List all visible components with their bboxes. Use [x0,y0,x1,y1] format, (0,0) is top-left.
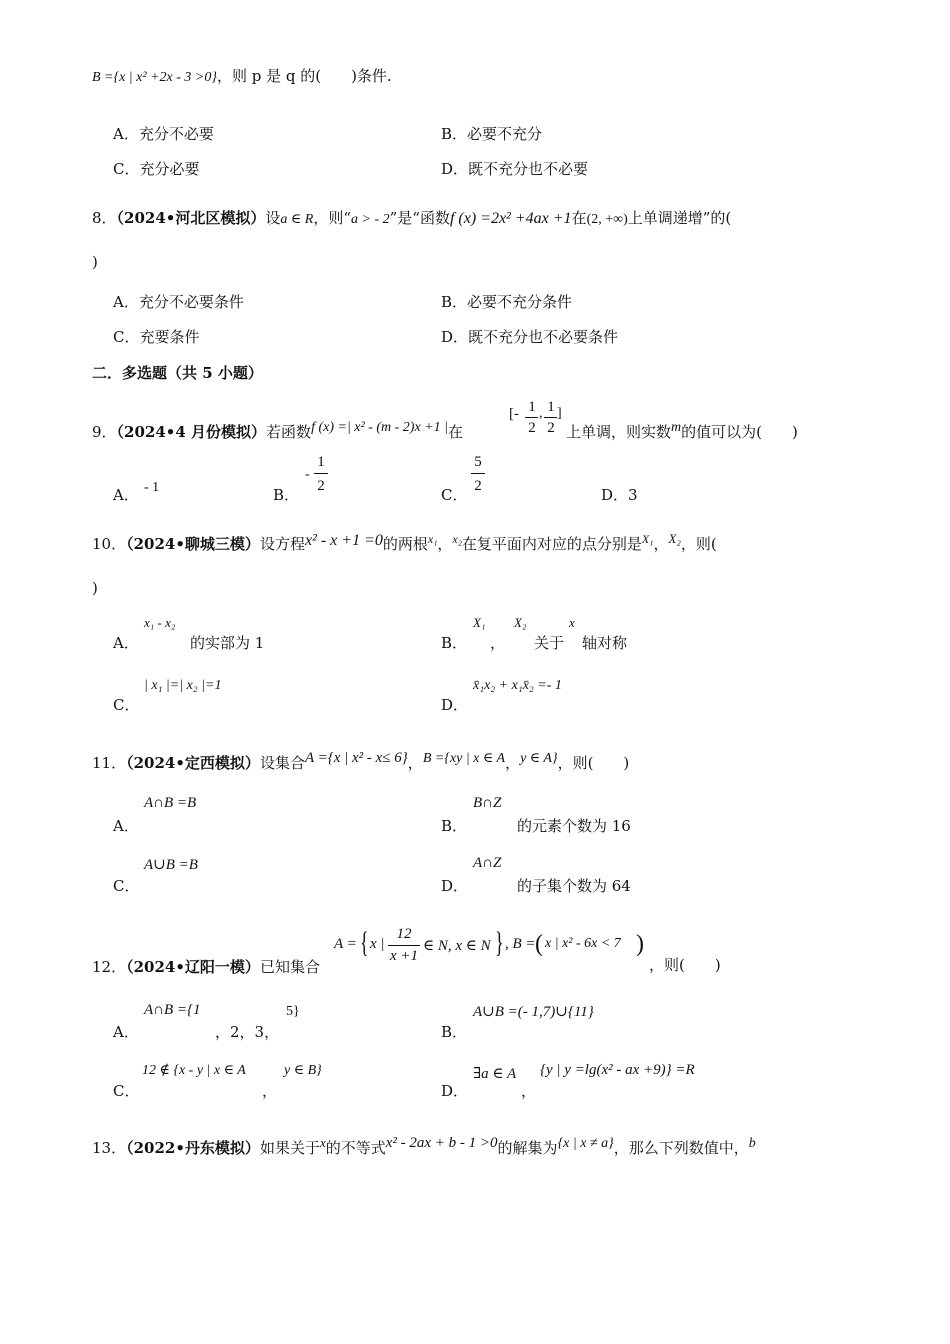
q11-option-b-label[interactable]: B． [441,817,468,835]
q9-option-a-value: - 1 [144,480,160,495]
q8-option-a[interactable]: A．充分不必要条件 [113,293,244,311]
q13-number: 13． [92,1139,127,1157]
q8-option-d[interactable]: D．既不充分也不必要条件 [441,328,619,346]
q11-number: 11． [92,754,127,772]
q10-option-b-text: 轴对称 [582,634,628,652]
q7-option-a[interactable]: A．充分不必要 [113,125,214,143]
q9-interval-num2: 1 [547,399,555,415]
q9-source: （2024•4 月份模拟） [116,423,267,441]
q11-option-d-label[interactable]: D． [441,877,469,895]
q11-text: ， [505,754,521,772]
q9-option-d[interactable]: D．3 [601,486,638,504]
q10-math: x₁ [427,532,438,546]
q8-text: ，则“ [313,209,351,227]
fraction-bar [544,417,557,418]
q12-frac-den: x +1 [389,948,419,964]
q11-set-a-math: A ={x | x² - x≤ 6} [304,750,408,766]
q11-option-d-math: A∩Z [473,855,502,871]
q8-text: 上单调递增”的( [627,209,732,227]
q8-interval-math: (2, +∞) [586,212,628,227]
q10-math: X₁ [641,532,654,546]
q9-interval-den2: 2 [547,420,555,436]
q9-math: m [671,420,682,435]
q9-option-c-label[interactable]: C． [441,486,468,504]
q7-continuation [92,66,392,88]
q11-text: ， [407,754,423,772]
q11-option-a-math: A∩B =B [144,795,197,811]
q9-text: 在 [447,423,463,441]
q9-stem-end [566,422,798,444]
q11-text: ，则( ) [557,754,630,772]
q12-option-d-math: {y | y =lg(x² - ax +9)} =R [540,1062,695,1078]
q11-math: y ∈ A} [520,751,558,766]
brace-close: } [495,926,504,959]
q10-math: x₂ [452,532,462,546]
fraction-bar [525,417,538,418]
q12-option-d-math: ∃a ∈ A [473,1066,517,1082]
q10-equation-math: x² - x +1 =0 [304,532,383,549]
q10-option-a-label[interactable]: A． [113,634,139,652]
q12-option-a-text: ，2，3， [215,1023,280,1041]
q12-option-d-sep: ， [521,1082,537,1100]
q9-option-a-label[interactable]: A． [113,486,139,504]
q9-option-b-den: 2 [317,478,325,494]
q7-option-c[interactable]: C．充分必要 [113,160,200,178]
q10-option-c-math: | x₁ |=| x₂ |=1 [144,678,222,693]
q8-number: 8． [92,209,117,227]
q13-text: 的解集为 [497,1139,558,1157]
q13-stem [92,1135,756,1160]
q9-option-b-num: 1 [317,454,325,470]
q12-option-a-math: 5} [286,1004,300,1019]
q10-text: ， [653,535,669,553]
q8-text: 在 [571,209,587,227]
q9-text: 上单调，则实数 [566,423,672,441]
q12-option-b-math: A∪B =(- 1,7)∪{11} [473,1004,594,1020]
q10-option-a-text: 的实部为 1 [190,634,265,652]
q10-option-a-math: x₁ - x₂ [144,615,176,630]
q9-number: 9． [92,423,117,441]
q10-option-b-math: x [569,615,575,630]
q8-stem-continuation: ) [92,253,98,271]
q9-function-math: f (x) =| x² - (m - 2)x +1 | [311,420,448,435]
q13-inequality-math: x² - 2ax + b - 1 >0 [385,1135,498,1151]
q9-option-b-label[interactable]: B． [273,486,300,504]
q10-option-b-math: X₂ [514,615,527,630]
q12-number: 12． [92,958,127,976]
q10-stem-continuation: ) [92,579,98,597]
q10-text: ， [437,535,453,553]
q11-option-b-text: 的元素个数为 16 [517,817,631,835]
set-b-math: B ={x | x² +2x - 3 >0} [92,70,217,85]
q8-stem [92,208,731,230]
q13-source: （2022•丹东模拟） [126,1139,260,1157]
brace-open: ( [535,931,543,957]
q9-interval-num1: 1 [528,399,536,415]
q12-option-c-math: y ∈ B} [284,1063,322,1078]
q9-option-c-num: 5 [474,454,482,470]
q11-set-b-math: B ={xy | x ∈ A [422,751,506,766]
q12-source: （2024•辽阳一模） [126,958,260,976]
fraction-bar [388,945,420,946]
q10-stem [92,531,717,555]
q10-option-b-math: X₁ [473,615,486,630]
q7-option-b[interactable]: B．必要不充分 [441,125,543,143]
q9-interval-close: ] [557,406,562,421]
fraction-bar [314,473,328,474]
q10-option-d-label[interactable]: D． [441,696,469,714]
q12-set-a-var: x | [370,936,385,952]
q10-option-b-text: 关于 [534,634,565,652]
q12-set-a-label: A = [334,936,357,952]
q12-option-c-label[interactable]: C． [113,1082,140,1100]
q12-stem-end: ，则( ) [649,956,721,974]
brace-close: ) [636,931,644,957]
q10-number: 10． [92,535,127,553]
q10-text: 的两根 [382,535,428,553]
section-heading: 二．多选题（共 5 小题） [92,364,263,382]
q13-math: b [748,1136,756,1151]
q10-text: 设方程 [259,535,305,553]
q7-option-d[interactable]: D．既不充分也不必要 [441,160,589,178]
q12-stem [92,957,320,977]
q12-set-b-label: , B = [505,936,536,952]
q12-option-a-label[interactable]: A． [113,1023,139,1041]
q11-stem [92,750,630,775]
q10-math: X₂ [668,531,681,546]
q11-option-b-math: B∩Z [473,795,502,811]
q9-option-b-sign: - [305,467,310,482]
q12-option-b-label[interactable]: B． [441,1023,468,1041]
q13-text: 的不等式 [325,1139,386,1157]
q12-set-a-condition: ∈ N, x ∈ N [423,938,491,954]
q9-text: 的值可以为( ) [681,423,798,441]
q13-math: {x | x ≠ a} [557,1136,614,1151]
q11-option-d-text: 的子集个数为 64 [517,877,631,895]
q10-option-d-math: x̄₁x₂ + x₁x̄₂ =- 1 [473,678,562,693]
q10-text: ，则( [680,535,717,553]
q13-math: x [319,1135,326,1150]
q9-stem [92,422,463,444]
q13-text: 如果关于 [259,1139,320,1157]
q11-option-c-math: A∪B =B [144,857,198,873]
q8-function-math: f (x) =2x² +4ax +1 [449,210,572,227]
q9-interval-comma: , [539,406,543,421]
q12-option-a-math: A∩B ={1 [144,1002,201,1018]
q10-source: （2024•聊城三模） [126,535,260,553]
q11-text: 设集合 [259,754,305,772]
q8-math: a > - 2 [351,212,390,227]
q12-option-d-label[interactable]: D． [441,1082,469,1100]
q8-text: ”是“函数 [389,209,450,227]
q11-source: （2024•定西模拟） [126,754,260,772]
q11-option-a-label[interactable]: A． [113,817,139,835]
q11-option-c-label[interactable]: C． [113,877,140,895]
q12-option-c-sep: ， [262,1082,278,1100]
q9-option-c-den: 2 [474,478,482,494]
q10-option-c-label[interactable]: C． [113,696,140,714]
q7-tail-text: ，则 p 是 q 的( )条件. [216,67,392,85]
q8-option-b[interactable]: B．必要不充分条件 [441,293,573,311]
q10-text: 在复平面内对应的点分别是 [461,535,642,553]
brace-open: { [360,926,369,959]
q12-text: 已知集合 [259,958,320,976]
q8-text: 设 [265,209,281,227]
q8-option-c[interactable]: C．充要条件 [113,328,200,346]
q12-set-b-condition: x | x² - 6x < 7 [545,936,621,951]
q12-frac-num: 12 [396,926,412,942]
q8-source: （2024•河北区模拟） [116,209,266,227]
fraction-bar [471,473,485,474]
q12-option-c-math: 12 ∉ {x - y | x ∈ A [142,1063,246,1078]
q9-interval-open: [- [509,406,519,422]
q10-option-b-sep: ， [490,634,506,652]
q9-interval-den1: 2 [528,420,536,436]
q10-option-b-label[interactable]: B． [441,634,468,652]
q8-math: a ∈ R [280,212,314,227]
q13-text: ，那么下列数值中， [613,1139,749,1157]
q9-text: 若函数 [266,423,312,441]
